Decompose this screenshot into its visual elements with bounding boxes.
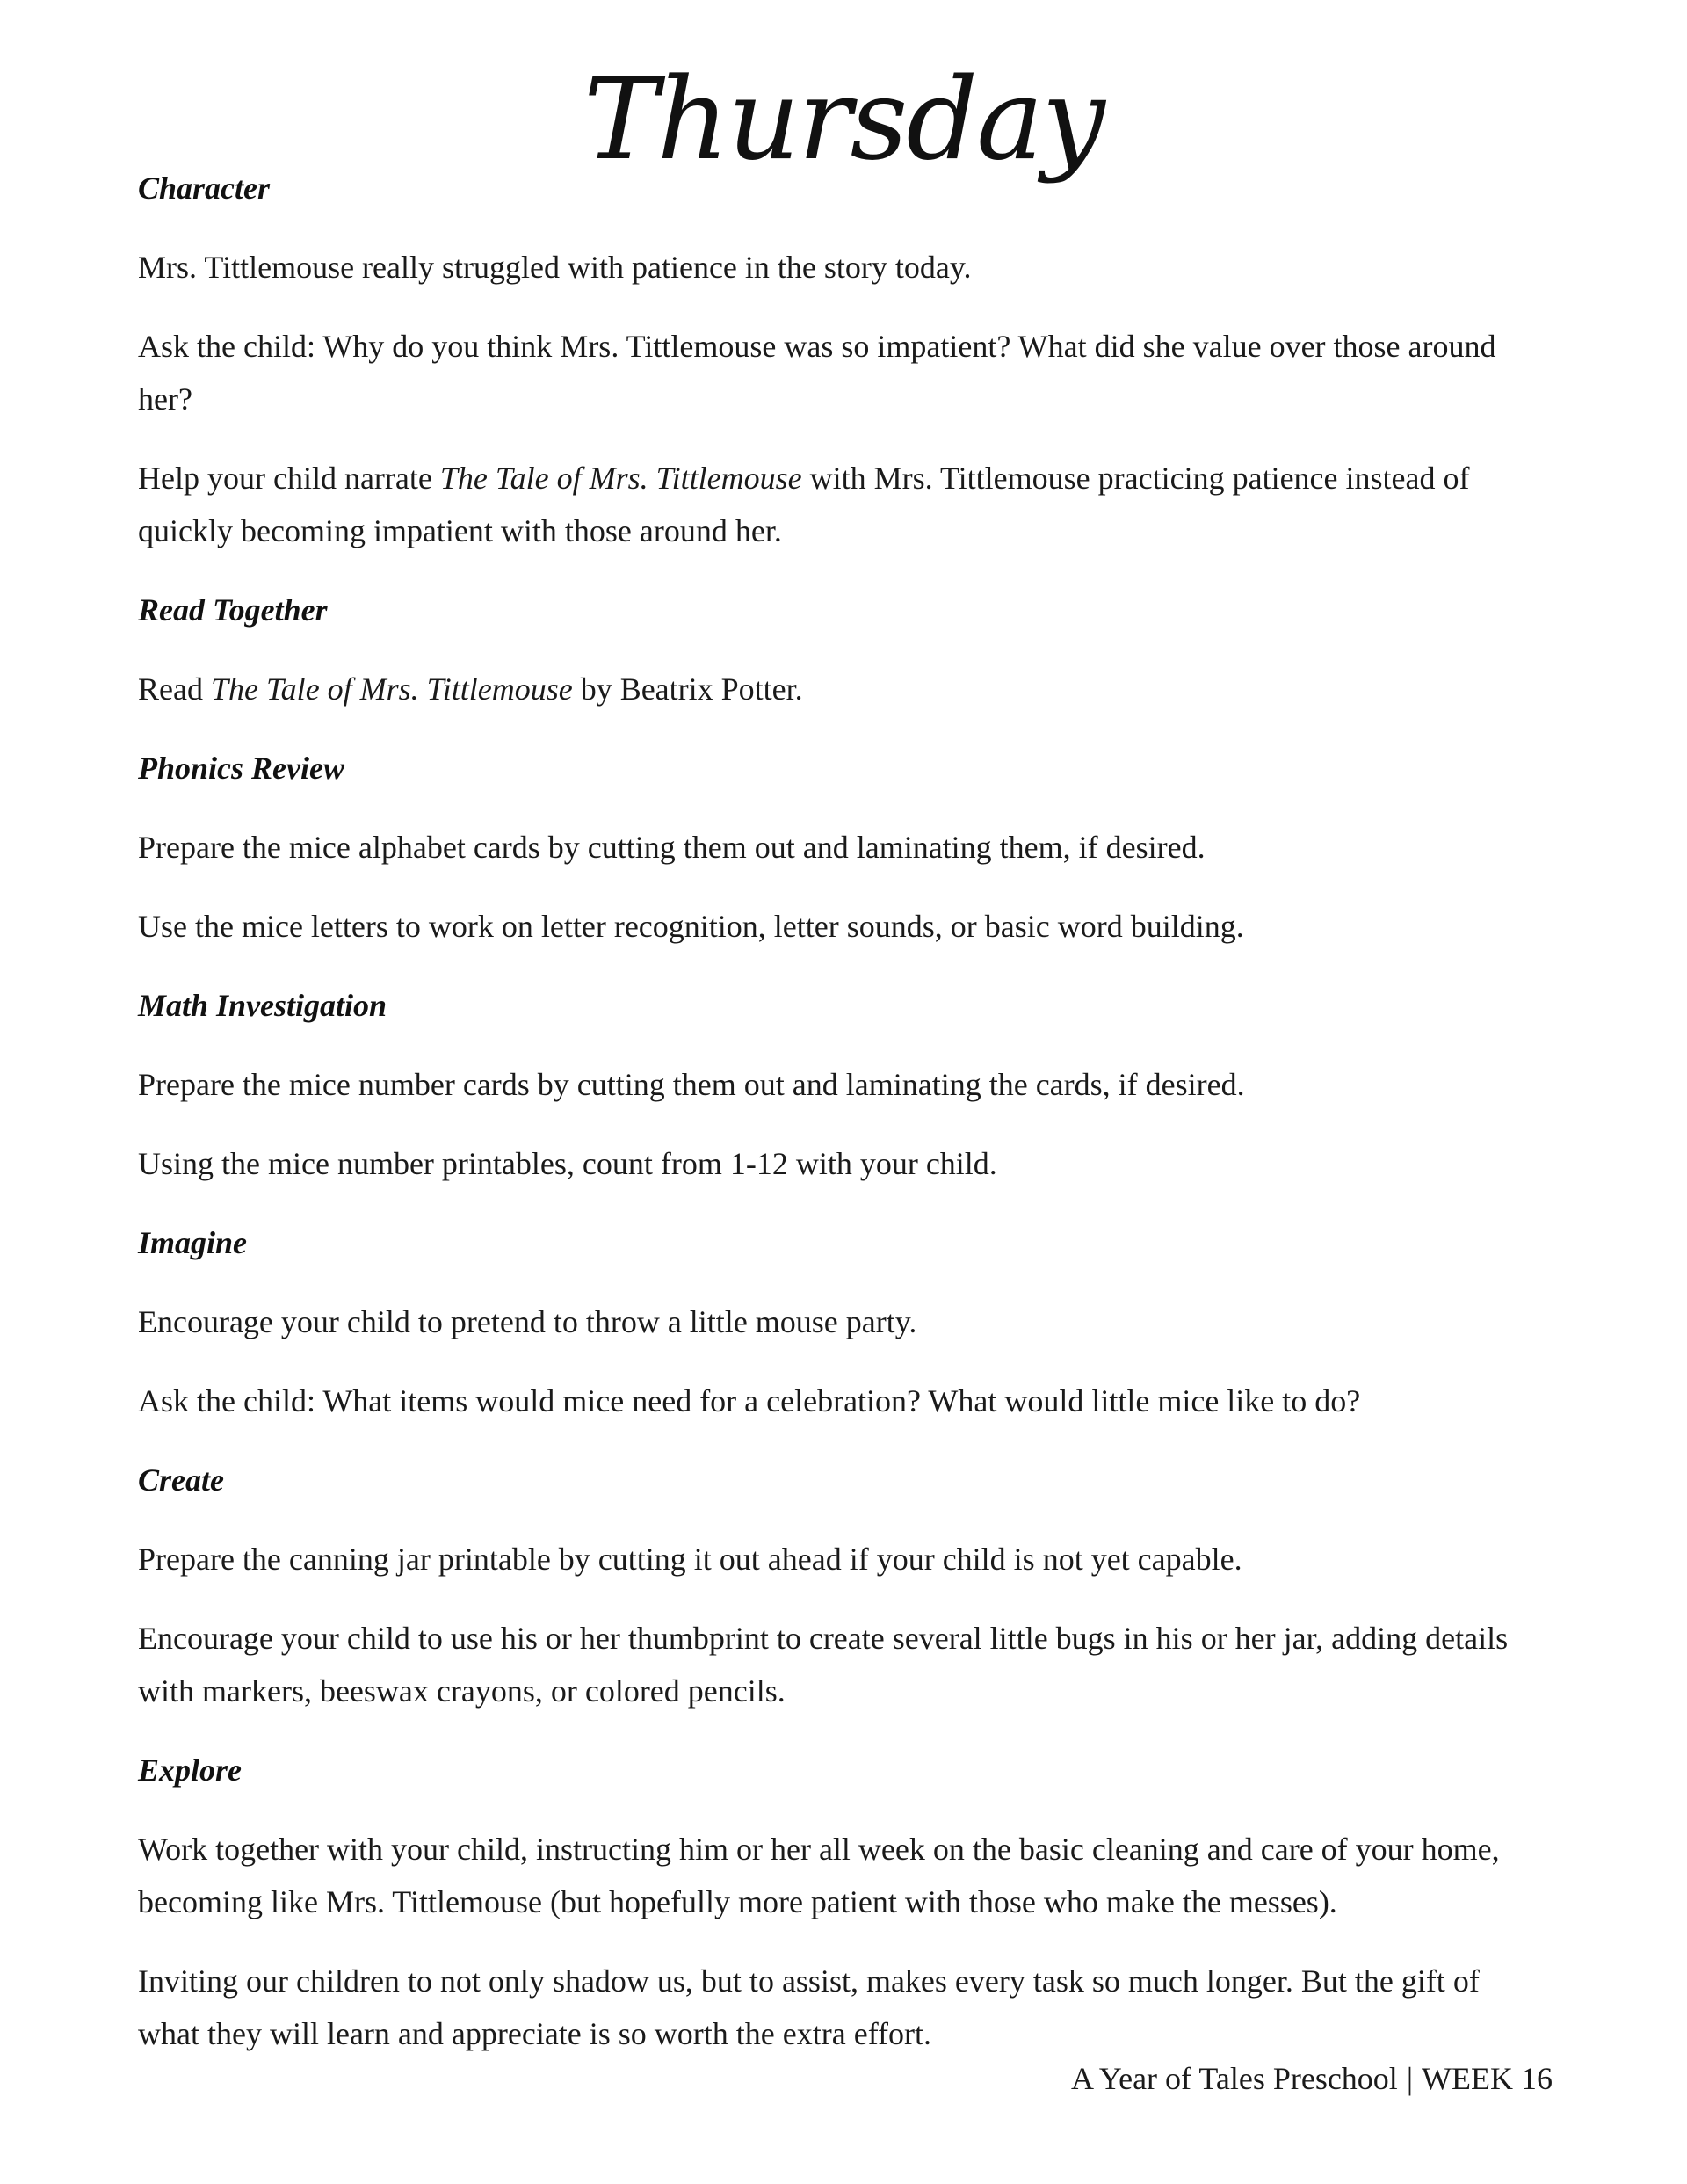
section-heading-phonics-review: Phonics Review xyxy=(138,751,344,786)
character-paragraph-2: Ask the child: Why do you think Mrs. Tittlemouse was so impatient? What did she value over those around her? xyxy=(138,329,1496,417)
lesson-content xyxy=(138,162,1544,2086)
section-heading-create: Create xyxy=(138,1462,224,1498)
read-together-paragraph-1 xyxy=(138,663,1544,715)
footer-separator: | xyxy=(1406,2061,1414,2096)
explore-paragraph-1: Work together with your child, instructing him or her all week on the basic cleaning and care of your home, becoming like Mrs. Tittlemouse (but hopefully more patient with those who make the messes). xyxy=(138,1832,1500,1919)
character-paragraph-3-rest: with Mrs. Tittlemouse practicing patience instead of quickly becoming impatient with those around her. xyxy=(138,461,1470,548)
math-paragraph-1: Prepare the mice number cards by cutting them out and laminating the cards, if desired. xyxy=(138,1067,1245,1102)
page-title: Thursday xyxy=(583,54,1104,185)
math-paragraph-2: Using the mice number printables, count from 1-12 with your child. xyxy=(138,1146,997,1181)
section-heading-character: Character xyxy=(138,171,271,206)
section-heading-read-together: Read Together xyxy=(138,592,328,628)
book-title: The Tale of Mrs. Tittlemouse xyxy=(439,461,802,496)
section-heading-imagine: Imagine xyxy=(138,1225,248,1260)
section-heading-math-investigation: Math Investigation xyxy=(138,988,387,1023)
section-heading-explore: Explore xyxy=(138,1752,243,1788)
character-paragraph-1: Mrs. Tittlemouse really struggled with patience in the story today. xyxy=(138,250,972,285)
read-together-lead: Read xyxy=(138,671,211,707)
book-title: The Tale of Mrs. Tittlemouse xyxy=(210,671,573,707)
page-footer xyxy=(1071,2052,1553,2105)
footer-series: A Year of Tales Preschool xyxy=(1071,2061,1398,2096)
phonics-paragraph-2: Use the mice letters to work on letter recognition, letter sounds, or basic word building. xyxy=(138,909,1244,944)
create-paragraph-2: Encourage your child to use his or her thumbprint to create several little bugs in his or her jar, adding details with markers, beeswax crayons, or colored pencils. xyxy=(138,1621,1509,1709)
phonics-paragraph-1: Prepare the mice alphabet cards by cutting them out and laminating them, if desired. xyxy=(138,830,1206,865)
read-together-rest: by Beatrix Potter. xyxy=(572,671,803,707)
imagine-paragraph-2: Ask the child: What items would mice need for a celebration? What would little mice like to do? xyxy=(138,1383,1361,1419)
imagine-paragraph-1: Encourage your child to pretend to throw a little mouse party. xyxy=(138,1304,917,1339)
character-paragraph-3-lead: Help your child narrate xyxy=(138,461,440,496)
create-paragraph-1: Prepare the canning jar printable by cutting it out ahead if your child is not yet capable. xyxy=(138,1542,1242,1577)
explore-paragraph-2: Inviting our children to not only shadow us, but to assist, makes every task so much longer. But the gift of what they will learn and appreciate is so worth the extra effort. xyxy=(138,1963,1480,2051)
character-paragraph-3 xyxy=(138,452,1544,557)
footer-week: WEEK 16 xyxy=(1422,2061,1553,2096)
